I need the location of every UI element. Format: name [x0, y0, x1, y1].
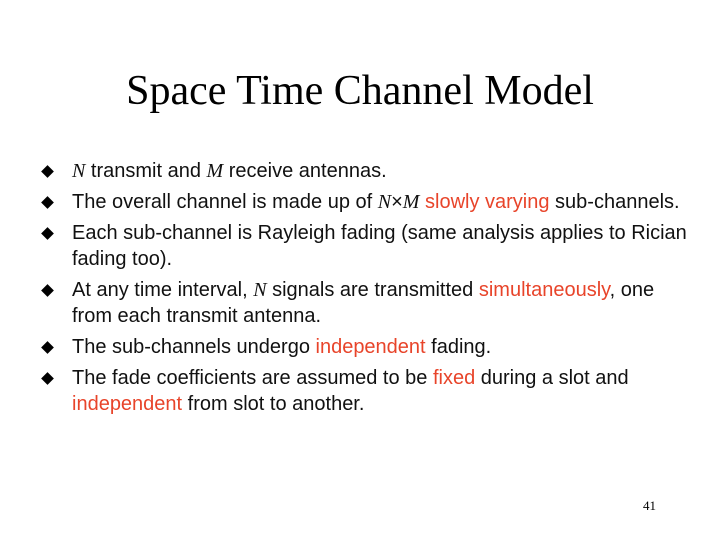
- diamond-bullet-icon: [41, 284, 54, 297]
- highlight-text: simultaneously: [478, 279, 610, 301]
- plain-text: , one from each transmit antenna.: [72, 279, 655, 327]
- plain-text: Each sub-channel is Rayleigh fading (same analysis applies to Rician fading too).: [72, 222, 687, 270]
- variable-text: N: [72, 160, 86, 182]
- plain-text: The sub-channels undergo: [72, 336, 316, 358]
- bullet-text: [72, 336, 491, 358]
- bullet-item: [40, 277, 690, 329]
- variable-text: N: [377, 191, 392, 213]
- plain-text: The fade coefficients are assumed to be: [72, 367, 433, 389]
- variable-text: M: [206, 160, 224, 182]
- bullet-text: [72, 160, 387, 182]
- highlight-text: independent: [315, 336, 426, 358]
- variable-text: N: [253, 279, 267, 301]
- bullet-item: [40, 158, 690, 184]
- diamond-bullet-icon: [41, 165, 54, 178]
- bullet-text: [72, 191, 680, 213]
- highlight-text: independent: [72, 393, 183, 415]
- diamond-bullet-icon: [41, 341, 54, 354]
- bullet-item: [40, 365, 690, 417]
- plain-text: fading.: [425, 336, 492, 358]
- bullet-text: [72, 279, 654, 327]
- plain-text: sub-channels.: [549, 191, 680, 213]
- bullet-item: [40, 334, 690, 360]
- bullet-text: [72, 222, 687, 270]
- plain-text: during a slot and: [475, 367, 629, 389]
- page-number: 41: [643, 498, 656, 513]
- slide-title: Space Time Channel Model: [126, 68, 594, 114]
- bullet-item: [40, 220, 690, 272]
- bullet-item: [40, 189, 690, 215]
- diamond-bullet-icon: [41, 227, 54, 240]
- plain-text: The overall channel is made up of: [72, 191, 378, 213]
- bullet-list: [40, 158, 690, 422]
- plain-text: transmit and: [85, 160, 207, 182]
- diamond-bullet-icon: [41, 372, 54, 385]
- plain-text: receive antennas.: [223, 160, 387, 182]
- plain-text: signals are transmitted: [266, 279, 479, 301]
- bullet-text: [72, 367, 629, 415]
- highlight-text: fixed: [432, 367, 476, 389]
- plain-text: At any time interval,: [72, 279, 254, 301]
- highlight-text: slowly varying: [425, 191, 550, 213]
- diamond-bullet-icon: [41, 196, 54, 209]
- plain-text: from slot to another.: [182, 393, 365, 415]
- variable-text: M: [402, 191, 420, 213]
- plain-text: ×: [391, 191, 403, 213]
